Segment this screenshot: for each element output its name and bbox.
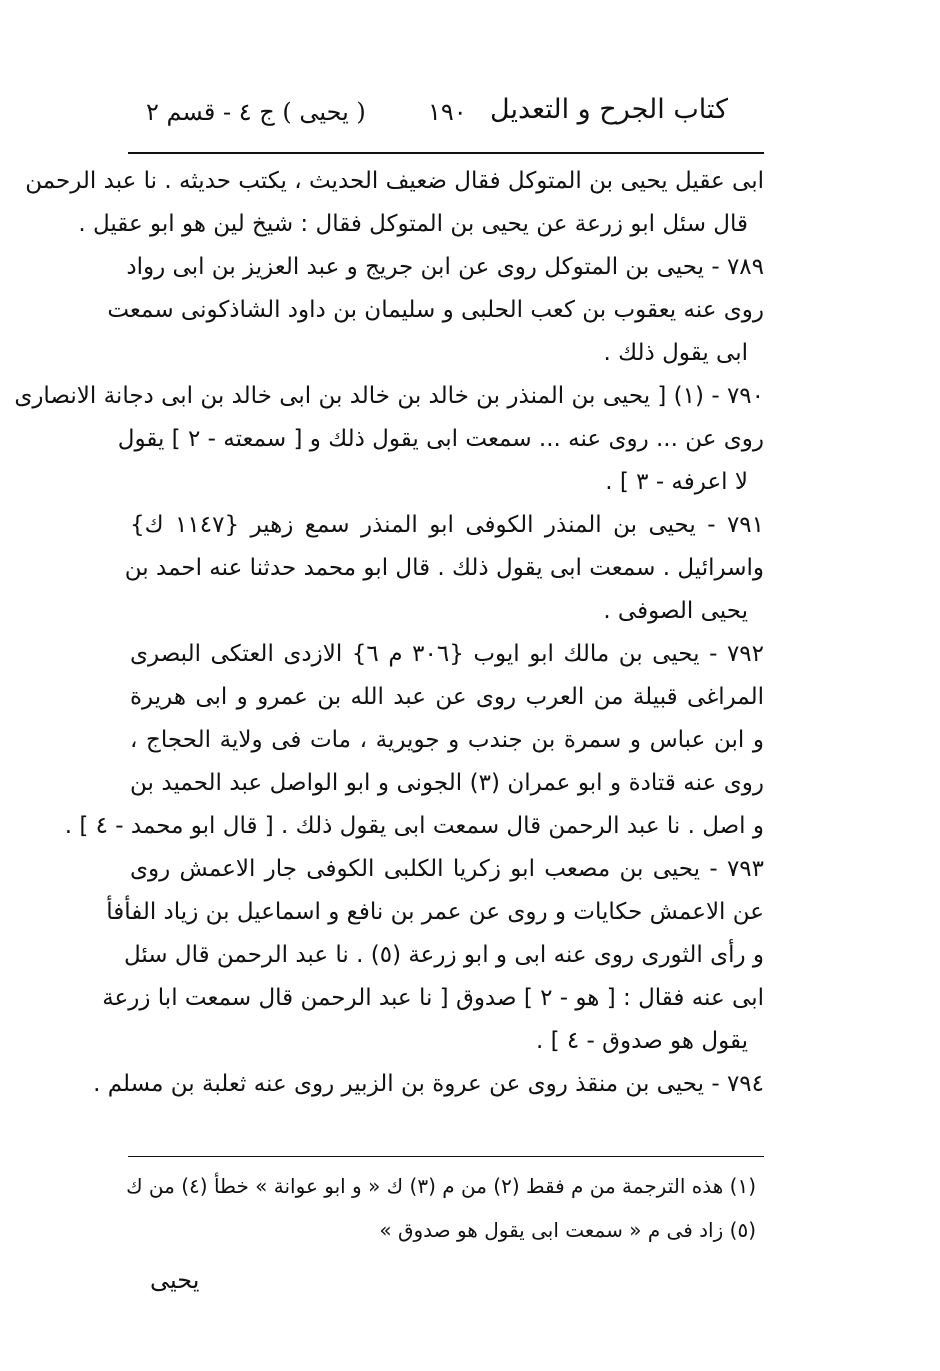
text-line: واسرائيل . سمعت ابى يقول ذلك . قال ابو محمد حدثنا عنه احمد بن xyxy=(124,555,764,581)
footnote-line: (١) هذه الترجمة من م فقط (٢) من م (٣) ك « و ابو عوانة » خطأ (٤) من ك xyxy=(126,1174,756,1198)
main-text xyxy=(14,160,765,1106)
text-line: يحيى الصوفى . xyxy=(603,598,748,624)
footnotes xyxy=(126,1164,764,1252)
text-line: يقول هو صدوق - ٤ ] . xyxy=(535,1028,748,1054)
header-rule xyxy=(128,152,764,154)
footnote-rule xyxy=(128,1156,764,1157)
text-line: و رأى الثورى روى عنه ابى و ابو زرعة (٥) . نا عبد الرحمن قال سئل xyxy=(123,942,764,968)
volume-info: ( يحيى ) ج ٤ - قسم ٢ xyxy=(146,98,366,126)
text-line: المراغى قبيلة من العرب روى عن عبد الله بن عمرو و ابى هريرة xyxy=(130,684,764,710)
footnote-line: (٥) زاد فى م « سمعت ابى يقول هو صدوق » xyxy=(379,1218,756,1242)
entry-792-line: ٧٩٢ - يحيى بن مالك ابو ايوب {٣٠٦ م ٦} الازدى العتكى البصرى xyxy=(130,641,764,667)
text-line: و ابن عباس و سمرة بن جندب و جويرية ، مات فى ولاية الحجاج ، xyxy=(130,727,764,753)
entry-789-line: ٧٨٩ - يحيى بن المتوكل روى عن ابن جريج و عبد العزيز بن ابى رواد xyxy=(126,254,764,280)
text-line: ابى عنه فقال : [ هو - ٢ ] صدوق [ نا عبد الرحمن قال سمعت ابا زرعة xyxy=(102,985,764,1011)
page-number: ١٩٠ xyxy=(428,98,467,126)
text-line: لا اعرفه - ٣ ] . xyxy=(605,469,748,495)
entry-791-line: ٧٩١ - يحيى بن المنذر الكوفى ابو المنذر سمع زهير {١١٤٧ ك} xyxy=(130,512,765,538)
text-line: روى عنه يعقوب بن كعب الحلبى و سليمان بن داود الشاذكونى سمعت xyxy=(107,297,764,323)
entry-794-line: ٧٩٤ - يحيى بن منقذ روى عن عروة بن الزبير روى عنه ثعلبة بن مسلم . xyxy=(93,1071,764,1097)
text-line: قال سئل ابو زرعة عن يحيى بن المتوكل فقال : شيخ لين هو ابو عقيل . xyxy=(78,211,748,237)
text-line: ابى يقول ذلك . xyxy=(603,340,748,366)
text-line: ابى عقيل يحيى بن المتوكل فقال ضعيف الحديث ، يكتب حديثه . نا عبد الرحمن xyxy=(25,168,764,194)
running-header xyxy=(128,92,764,144)
entry-793-line: ٧٩٣ - يحيى بن مصعب ابو زكريا الكلبى الكوفى جار الاعمش روى xyxy=(130,856,764,882)
text-line: روى عنه قتادة و ابو عمران (٣) الجونى و ابو الواصل عبد الحميد بن xyxy=(130,770,764,796)
book-title: كتاب الجرح و التعديل xyxy=(490,94,728,125)
catchword: يحيى xyxy=(150,1266,200,1294)
text-line: و اصل . نا عبد الرحمن قال سمعت ابى يقول ذلك . [ قال ابو محمد - ٤ ] . xyxy=(64,813,764,839)
text-line: روى عن ... روى عنه ... سمعت ابى يقول ذلك و [ سمعته - ٢ ] يقول xyxy=(117,426,764,452)
entry-790-line: ٧٩٠ - (١) [ يحيى بن المنذر بن خالد بن خالد بن ابى خالد بن ابى دجانة الانصارى xyxy=(14,383,764,409)
text-line: عن الاعمش حكايات و روى عن عمر بن نافع و اسماعيل بن زياد الفأفأ xyxy=(106,899,764,925)
